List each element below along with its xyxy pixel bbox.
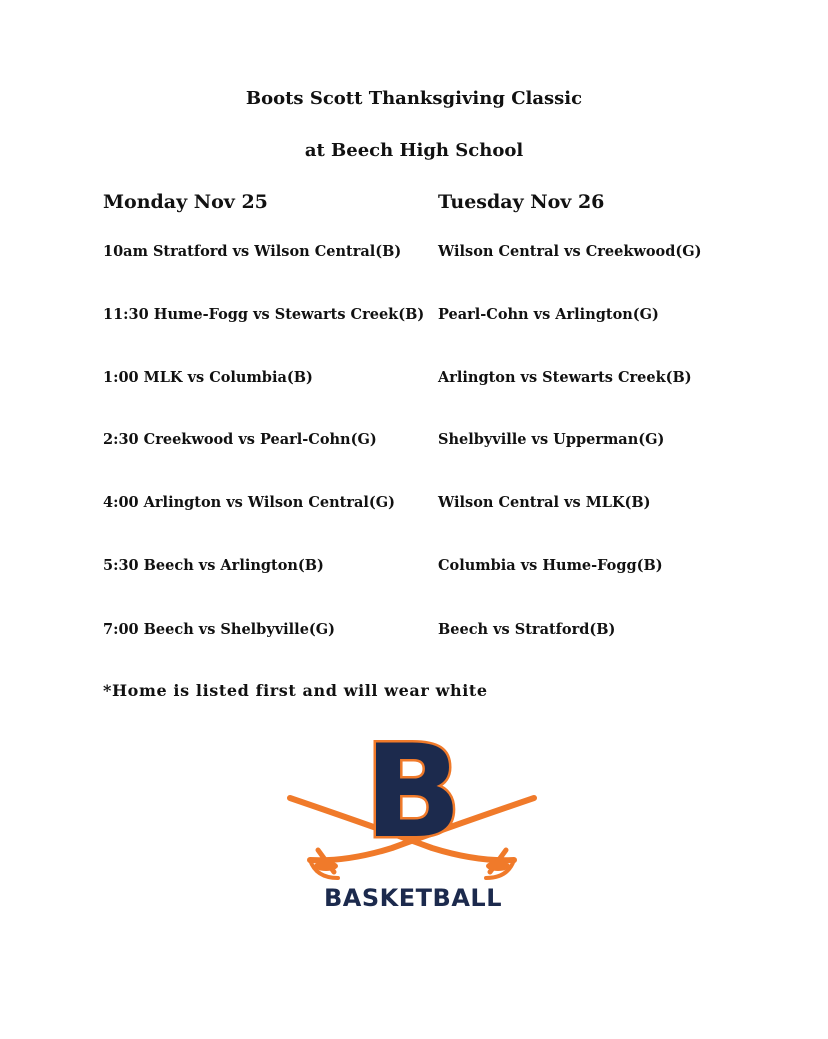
game-item: 11:30 Hume-Fogg vs Stewarts Creek(B) (103, 306, 425, 323)
game-item: 7:00 Beech vs Shelbyville(G) (103, 621, 336, 638)
game-item: Wilson Central vs MLK(B) (438, 494, 651, 511)
day-column-monday (103, 190, 425, 638)
game-item: Shelbyville vs Upperman(G) (438, 431, 665, 448)
game-item: 1:00 MLK vs Columbia(B) (103, 369, 313, 386)
game-item: 5:30 Beech vs Arlington(B) (103, 557, 324, 574)
game-item: Beech vs Stratford(B) (438, 621, 616, 638)
logo-letter: B (364, 728, 462, 867)
game-item: Pearl-Cohn vs Arlington(G) (438, 306, 659, 323)
day-column-tuesday (438, 190, 702, 638)
home-team-note: *Home is listed first and will wear white (103, 681, 488, 700)
day-heading: Monday Nov 25 (103, 191, 268, 213)
game-item: Columbia vs Hume-Fogg(B) (438, 557, 663, 574)
basketball-logo (282, 728, 542, 918)
game-item: Arlington vs Stewarts Creek(B) (438, 369, 692, 386)
page-title: Boots Scott Thanksgiving Classic (245, 88, 583, 109)
logo-wordmark: BASKETBALL (324, 884, 502, 912)
game-item: 2:30 Creekwood vs Pearl-Cohn(G) (103, 431, 377, 448)
game-item: 10am Stratford vs Wilson Central(B) (103, 243, 402, 260)
page-subtitle: at Beech High School (304, 140, 524, 161)
game-item: Wilson Central vs Creekwood(G) (438, 243, 702, 260)
day-heading: Tuesday Nov 26 (438, 191, 605, 213)
game-item: 4:00 Arlington vs Wilson Central(G) (103, 494, 395, 511)
